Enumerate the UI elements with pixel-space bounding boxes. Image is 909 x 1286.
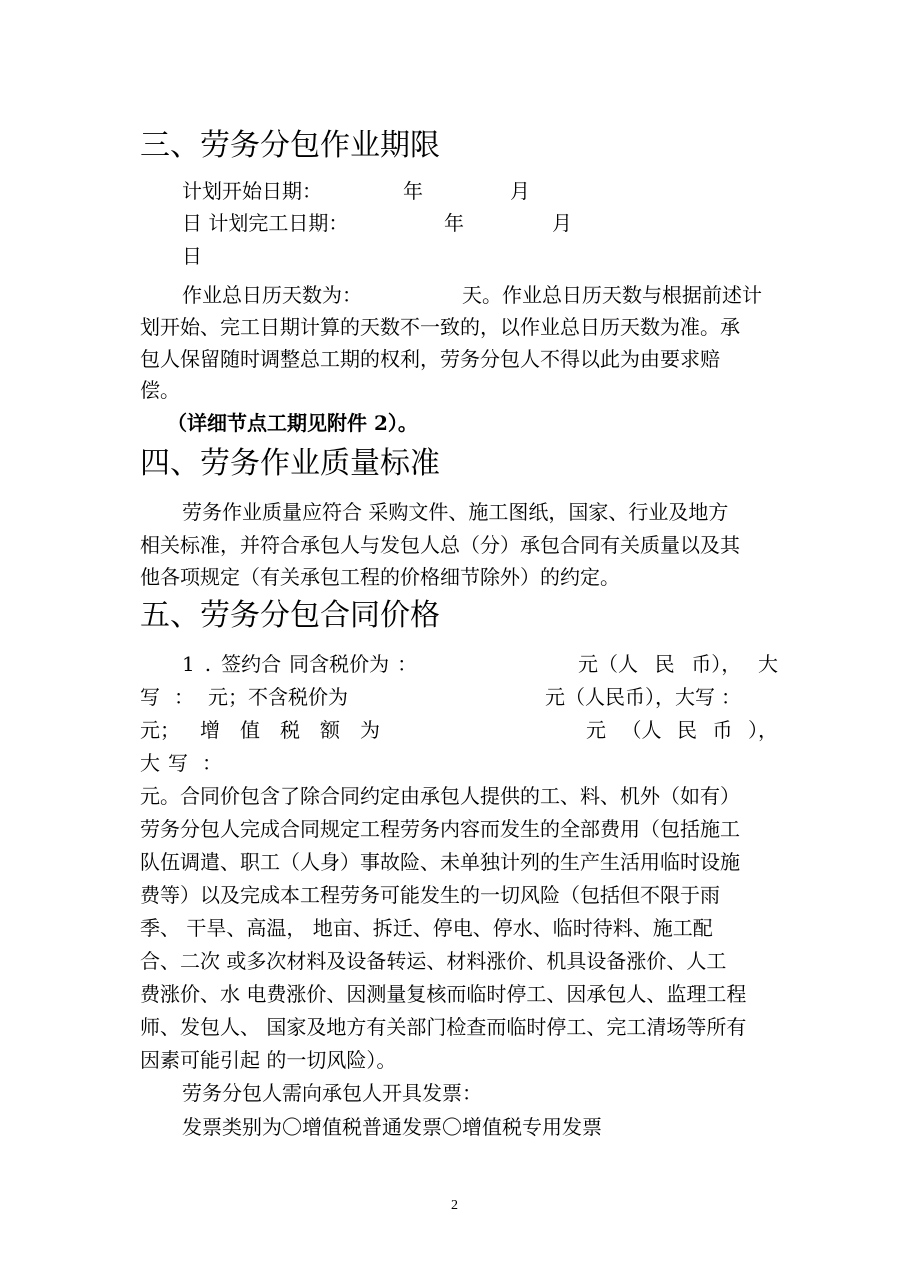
end-month-label: 月 xyxy=(552,211,572,235)
planned-end-label: 日 计划完工日期： xyxy=(182,211,349,235)
end-day-label: 日 xyxy=(182,244,202,268)
tax-amount-label: 元； 增 值 税 额 为 xyxy=(140,718,380,742)
paragraph-line: 劳务作业质量应符合 采购文件、施工图纸，国家、行业及地方 xyxy=(182,500,729,524)
price-row-2-right: 元（人民币），大写 ： xyxy=(545,685,741,709)
paragraph-line: 队伍调遣、职工（人身）事故险、未单独计列的生产生活用临时设施 xyxy=(140,850,740,874)
total-days-label: 作业总日历天数为： xyxy=(182,283,362,307)
total-days-text: 天。作业总日历天数与根据前述计 xyxy=(462,283,762,307)
schedule-note: （详细节点工期见附件 2）。 xyxy=(167,411,418,435)
paragraph-line: 偿。 xyxy=(140,378,180,402)
paragraph-line: 元。合同价包含了除合同约定由承包人提供的工、料、机外（如有） xyxy=(140,784,740,808)
paragraph-line: 划开始、完工日期计算的天数不一致的，以作业总日历天数为准。承 xyxy=(140,315,740,339)
price-item-number: 1 . 签约合 同含税价为 ： xyxy=(182,652,418,676)
planned-start-label: 计划开始日期： xyxy=(182,179,322,203)
price-row-2-left: 写 ： 元；不含税价为 xyxy=(140,685,348,709)
invoice-requirement: 劳务分包人需向承包人开具发票： xyxy=(182,1081,482,1105)
tax-amount-currency: 元 （人 民 币 ）， xyxy=(586,718,778,742)
end-year-label: 年 xyxy=(444,211,464,235)
price-row-4: 大 写 ： xyxy=(140,751,222,775)
paragraph-line: 包人保留随时调整总工期的权利，劳务分包人不得以此为由要求赔 xyxy=(140,347,720,371)
paragraph-line: 他各项规定（有关承包工程的价格细节除外）的约定。 xyxy=(140,565,620,589)
start-month-label: 月 xyxy=(510,179,530,203)
invoice-types: 发票类别为〇增值税普通发票〇增值税专用发票 xyxy=(182,1115,602,1139)
section-4-heading: 四、劳务作业质量标准 xyxy=(140,446,440,481)
paragraph-line: 合、二次 或多次材料及设备转运、材料涨价、机具设备涨价、人工 xyxy=(140,949,727,973)
section-5-heading: 五、劳务分包合同价格 xyxy=(140,598,440,633)
section-3-heading: 三、劳务分包作业期限 xyxy=(140,128,440,163)
paragraph-line: 因素可能引起 的一切风险）。 xyxy=(140,1048,397,1072)
page-number: 2 xyxy=(451,1198,458,1213)
paragraph-line: 费涨价、水 电费涨价、因测量复核而临时停工、因承包人、监理工程 xyxy=(140,982,747,1006)
start-year-label: 年 xyxy=(403,179,423,203)
paragraph-line: 费等）以及完成本工程劳务可能发生的一切风险（包括但不限于雨 xyxy=(140,883,720,907)
paragraph-line: 师、发包人、 国家及地方有关部门检查而临时停工、完工清场等所有 xyxy=(140,1015,747,1039)
paragraph-line: 相关标准，并符合承包人与发包人总（分）承包合同有关质量以及其 xyxy=(140,533,740,557)
paragraph-line: 季、 干旱、高温， 地亩、拆迁、停电、停水、临时待料、施工配 xyxy=(140,916,713,940)
price-currency-row: 元（人 民 币）， 大 xyxy=(578,652,778,676)
paragraph-line: 劳务分包人完成合同规定工程劳务内容而发生的全部费用（包括施工 xyxy=(140,817,740,841)
